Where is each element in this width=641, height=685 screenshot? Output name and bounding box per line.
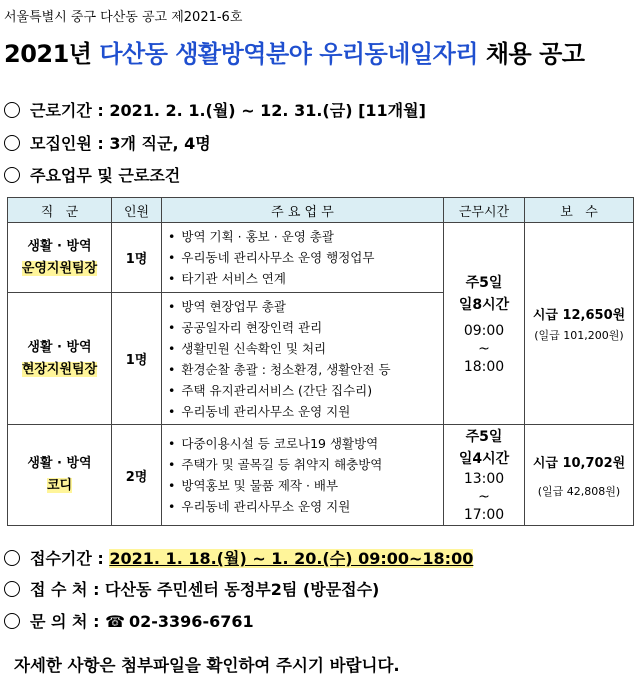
info-duties-heading bbox=[4, 163, 180, 186]
footer-note: 자세한 사항은 첨부파일을 확인하여 주시기 바랍니다. bbox=[14, 656, 400, 675]
work-hours: 일8시간 bbox=[458, 296, 510, 313]
jobs-table bbox=[7, 197, 634, 526]
contact-phone: 02-3396-6761 bbox=[129, 612, 254, 631]
start-time: 09:00 bbox=[463, 322, 505, 339]
duty-item: • 주택가 및 골목길 등 취약지 해충방역 bbox=[168, 454, 439, 475]
info-label: 주요업무 및 근로조건 bbox=[30, 166, 181, 185]
header-role: 직 군 bbox=[8, 198, 112, 223]
circle-bullet-icon bbox=[4, 102, 20, 118]
title-highlight: 다산동 생활방역분야 우리동네일자리 bbox=[99, 40, 478, 68]
work-hours: 일4시간 bbox=[458, 451, 510, 467]
info-label: 근로기간 bbox=[30, 101, 92, 120]
end-time: 17:00 bbox=[463, 507, 505, 523]
table-row bbox=[8, 223, 634, 293]
count-cell: 1명 bbox=[112, 293, 162, 425]
info-value: : 3개 직군, 4명 bbox=[91, 134, 211, 153]
role-name: 코디 bbox=[46, 478, 73, 493]
role-cell bbox=[8, 293, 112, 425]
role-category: 생활 · 방역 bbox=[27, 456, 92, 471]
info-sep: : bbox=[87, 612, 106, 631]
header-count: 인원 bbox=[112, 198, 162, 223]
start-time: 13:00 bbox=[463, 471, 505, 487]
info-sep: : bbox=[91, 549, 110, 568]
hours-cell bbox=[444, 223, 525, 425]
info-value: : 다산동 주민센터 동정부2팀 (방문접수) bbox=[87, 580, 380, 599]
duty-item: • 우리동네 관리사무소 운영 행정업무 bbox=[168, 247, 439, 268]
count-cell: 1명 bbox=[112, 223, 162, 293]
duties-cell bbox=[162, 293, 444, 425]
duty-item: • 방역홍보 및 물품 제작 · 배부 bbox=[168, 475, 439, 496]
circle-bullet-icon bbox=[4, 167, 20, 183]
header-pay: 보 수 bbox=[525, 198, 634, 223]
duty-item: • 주택 유지관리서비스 (간단 집수리) bbox=[168, 380, 439, 401]
info-label: 모집인원 bbox=[30, 134, 92, 153]
work-days: 주5일 bbox=[465, 274, 503, 291]
info-contact bbox=[4, 609, 254, 632]
count-cell: 2명 bbox=[112, 425, 162, 526]
daily-wage: (일급 101,200원) bbox=[534, 329, 624, 342]
duty-item: • 타기관 서비스 연계 bbox=[168, 268, 439, 289]
role-category: 생활 · 방역 bbox=[27, 238, 92, 254]
table-row bbox=[8, 425, 634, 526]
info-label: 접수기간 bbox=[30, 549, 92, 568]
apply-period-value: 2021. 1. 18.(월) ~ 1. 20.(수) 09:00~18:00 bbox=[109, 549, 474, 568]
duty-item: • 환경순찰 총괄 : 청소환경, 생활안전 등 bbox=[168, 359, 439, 380]
info-value: : 2021. 2. 1.(월) ~ 12. 31.(금) [11개월] bbox=[91, 101, 426, 120]
role-cell bbox=[8, 425, 112, 526]
time-tilde: ~ bbox=[478, 340, 490, 357]
work-days: 주5일 bbox=[465, 429, 503, 445]
pay-cell bbox=[525, 425, 634, 526]
hourly-wage: 시급 10,702원 bbox=[532, 455, 626, 471]
circle-bullet-icon bbox=[4, 550, 20, 566]
info-apply-period bbox=[4, 546, 473, 569]
notice-number: 서울특별시 중구 다산동 공고 제2021-6호 bbox=[4, 10, 243, 25]
duty-item: • 방역 현장업무 총괄 bbox=[168, 296, 439, 317]
duty-item: • 우리동네 관리사무소 운영 지원 bbox=[168, 496, 439, 517]
circle-bullet-icon bbox=[4, 135, 20, 151]
duty-item: • 우리동네 관리사무소 운영 지원 bbox=[168, 401, 439, 422]
phone-icon: ☎ bbox=[105, 612, 125, 631]
page-title bbox=[4, 34, 584, 69]
title-prefix: 2021년 bbox=[4, 40, 100, 68]
info-recruit-count bbox=[4, 131, 211, 154]
info-label: 문 의 처 bbox=[30, 612, 88, 631]
info-label: 접 수 처 bbox=[30, 580, 88, 599]
title-suffix: 채용 공고 bbox=[478, 40, 585, 68]
pay-cell bbox=[525, 223, 634, 425]
duty-item: • 생활민원 신속확인 및 처리 bbox=[168, 338, 439, 359]
info-work-period bbox=[4, 98, 426, 121]
daily-wage: (일급 42,808원) bbox=[537, 484, 621, 498]
hourly-wage: 시급 12,650원 bbox=[532, 308, 626, 323]
role-name: 운영지원팀장 bbox=[21, 260, 98, 276]
duty-item: • 다중이용시설 등 코로나19 생활방역 bbox=[168, 433, 439, 454]
time-tilde: ~ bbox=[478, 489, 490, 505]
header-duties: 주 요 업 무 bbox=[162, 198, 444, 223]
role-category: 생활 · 방역 bbox=[27, 339, 92, 355]
role-cell bbox=[8, 223, 112, 293]
duties-cell bbox=[162, 223, 444, 293]
table-header-row bbox=[8, 198, 634, 223]
circle-bullet-icon bbox=[4, 581, 20, 597]
hours-cell bbox=[444, 425, 525, 526]
end-time: 18:00 bbox=[463, 358, 505, 375]
role-name: 현장지원팀장 bbox=[21, 361, 98, 377]
info-apply-place bbox=[4, 577, 379, 600]
duty-item: • 방역 기획 · 홍보 · 운영 총괄 bbox=[168, 226, 439, 247]
duty-item: • 공공일자리 현장인력 관리 bbox=[168, 317, 439, 338]
header-hours: 근무시간 bbox=[444, 198, 525, 223]
duties-cell bbox=[162, 425, 444, 526]
circle-bullet-icon bbox=[4, 613, 20, 629]
